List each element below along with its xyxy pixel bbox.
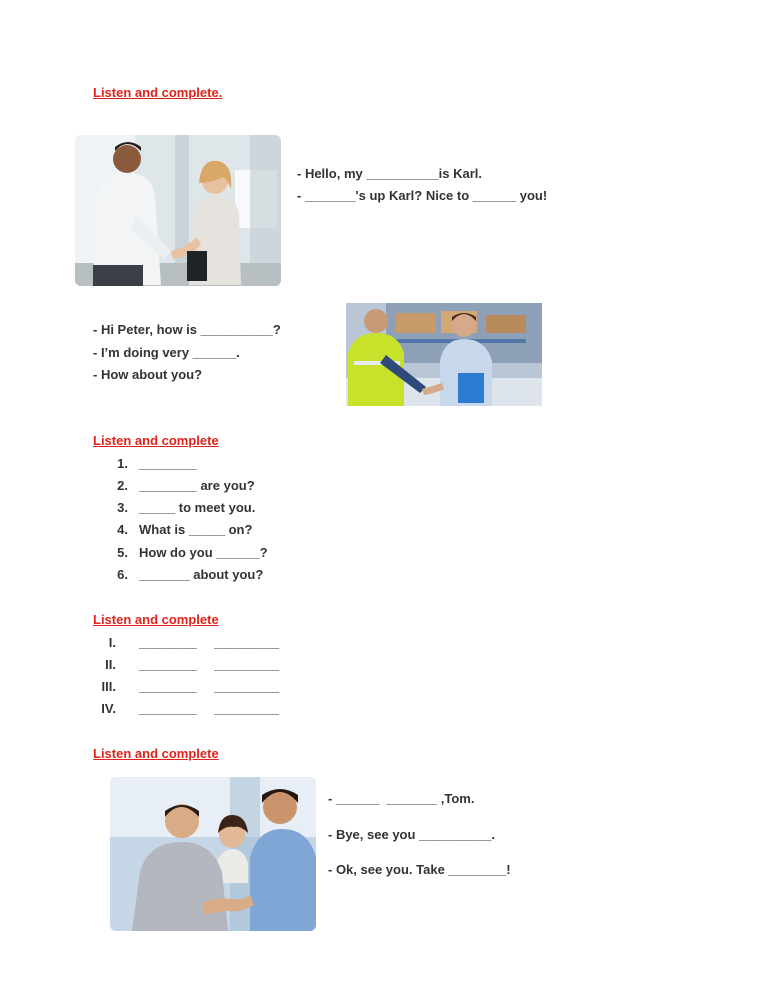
- blank-a: ________: [139, 701, 197, 716]
- dialog1-line-1: - Hello, my __________is Karl.: [297, 166, 483, 181]
- list-item-text: How do you ______?: [139, 545, 268, 560]
- list-item-number: I.: [108, 635, 116, 650]
- list-item-text: _____ to meet you.: [139, 500, 256, 515]
- list-item-number: 1.: [117, 456, 128, 471]
- list-item-number: 3.: [117, 500, 128, 515]
- blank-a: ________: [139, 679, 197, 694]
- list-item-number: IV.: [101, 701, 116, 716]
- section-heading-1: Listen and complete.: [93, 85, 223, 100]
- list-item-number: 2.: [117, 478, 128, 493]
- section-heading-2: Listen and complete: [93, 433, 219, 448]
- dialog1-line-2: - _______'s up Karl? Nice to ______ you!: [297, 188, 548, 203]
- dialog2-line-2: - I’m doing very ______.: [93, 345, 240, 360]
- list-item-number: 5.: [117, 545, 128, 560]
- friends-handshake-photo: [110, 777, 316, 931]
- list-item-number: III.: [101, 679, 116, 694]
- dialog3-line-1: - ______ _______ ,Tom.: [328, 791, 475, 806]
- section-heading-4: Listen and complete: [93, 746, 219, 761]
- dialog2-line-1: - Hi Peter, how is __________?: [93, 322, 281, 337]
- list-item-number: II.: [105, 657, 116, 672]
- list-item-number: 6.: [117, 567, 128, 582]
- blank-a: ________: [139, 635, 197, 650]
- warehouse-handshake-photo: [346, 303, 542, 406]
- section-heading-3: Listen and complete: [93, 612, 219, 627]
- list-item-text: What is _____ on?: [139, 522, 253, 537]
- blank-b: _________: [214, 701, 280, 716]
- list-item-number: 4.: [117, 522, 128, 537]
- blank-b: _________: [214, 657, 280, 672]
- list-item-text: ________: [139, 456, 197, 471]
- blank-a: ________: [139, 657, 197, 672]
- office-handshake-photo: [75, 135, 281, 286]
- list-item-text: _______ about you?: [139, 567, 264, 582]
- blank-b: _________: [214, 635, 280, 650]
- blank-b: _________: [214, 679, 280, 694]
- dialog3-line-2: - Bye, see you __________.: [328, 827, 495, 842]
- dialog2-line-3: - How about you?: [93, 367, 203, 382]
- list-item-text: ________ are you?: [139, 478, 255, 493]
- dialog3-line-3: - Ok, see you. Take ________!: [328, 862, 511, 877]
